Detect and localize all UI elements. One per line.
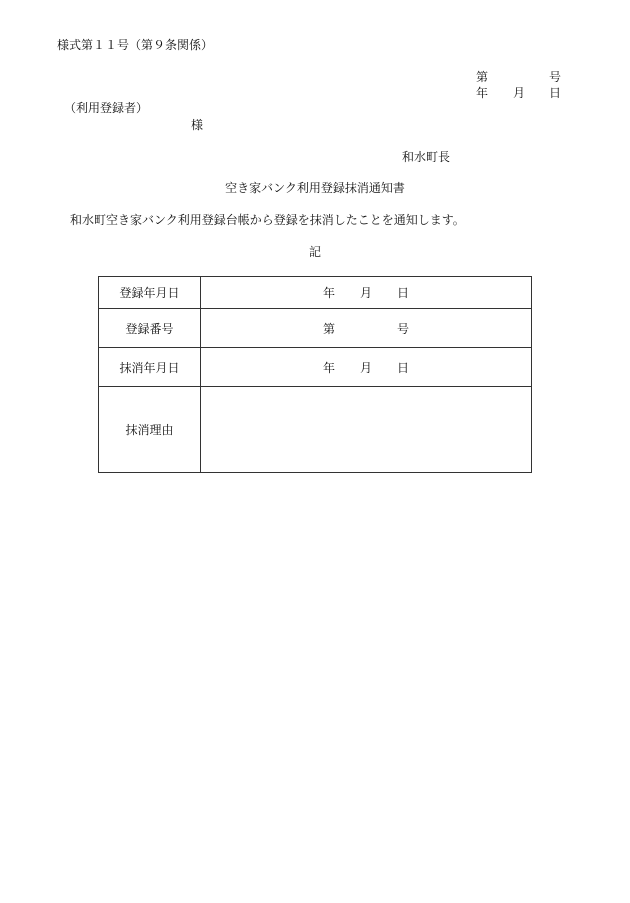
issue-date-year: 年 (476, 86, 489, 100)
recipient-label: （利用登録者） (64, 101, 149, 115)
issuer-name: 和水町長 (402, 150, 451, 164)
row-label: 抹消年月日 (99, 348, 201, 387)
recipient-honorific: 様 (191, 118, 204, 132)
number-prefix: 第 (322, 321, 335, 336)
number-parts (323, 320, 409, 337)
document-title: 空き家バンク利用登録抹消通知書 (225, 181, 405, 195)
notice-body-text: 和水町空き家バンク利用登録台帳から登録を抹消したことを通知します。 (70, 213, 465, 227)
form-number-label: 様式第１１号（第９条関係） (57, 38, 214, 52)
reason-value-cell (201, 387, 532, 473)
row-label: 登録年月日 (99, 277, 201, 309)
year-char: 年 (322, 286, 335, 300)
day-char: 日 (397, 286, 410, 300)
issue-date-day: 日 (549, 86, 562, 100)
ki-heading: 記 (308, 245, 321, 259)
day-char: 日 (397, 360, 410, 375)
number-suffix: 号 (397, 321, 410, 336)
row-label: 登録番号 (99, 309, 201, 348)
year-char: 年 (322, 360, 335, 375)
issue-date-month: 月 (513, 86, 526, 100)
row-value (201, 348, 532, 387)
record-table (98, 276, 532, 473)
row-label: 抹消理由 (99, 387, 201, 473)
date-parts (323, 359, 409, 376)
month-char: 月 (359, 360, 372, 375)
row-value (201, 277, 532, 309)
table-row-registration-number (99, 309, 532, 348)
reference-number-suffix: 号 (549, 70, 562, 84)
table-row-cancellation-reason (99, 387, 532, 473)
month-char: 月 (359, 286, 372, 300)
table-row-cancellation-date (99, 348, 532, 387)
table-row-registration-date (99, 277, 532, 309)
date-parts (323, 284, 409, 301)
reference-number-prefix: 第 (476, 70, 489, 84)
row-value (201, 309, 532, 348)
